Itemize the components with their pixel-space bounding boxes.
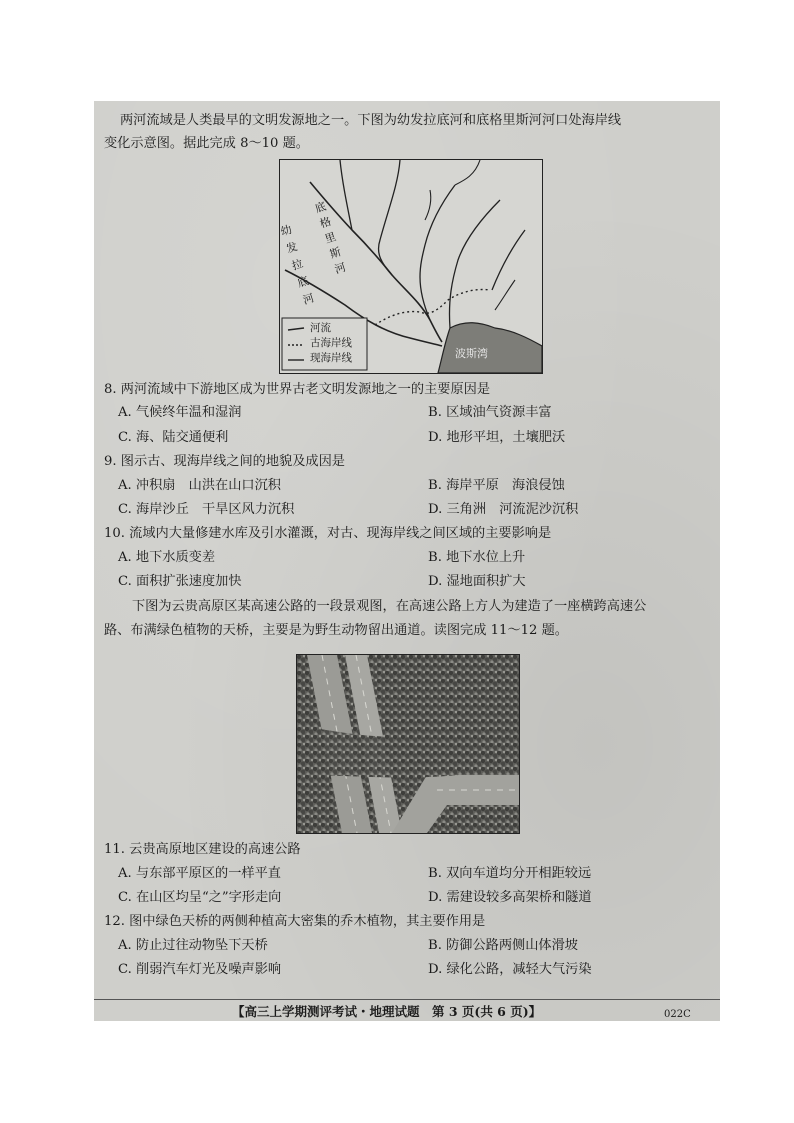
q10-stem: 10. 流域内大量修建水库及引水灌溉，对古、现海岸线之间区域的主要影响是 bbox=[104, 526, 552, 541]
legend-river: 河流 bbox=[310, 322, 331, 334]
q12-option-a: A. 防止过往动物坠下天桥 bbox=[118, 938, 268, 953]
q8-option-b: B. 区域油气资源丰富 bbox=[428, 405, 552, 420]
coastline-map bbox=[279, 159, 543, 374]
page-footer bbox=[94, 999, 720, 1021]
q10-option-b: B. 地下水位上升 bbox=[428, 550, 526, 565]
q10-option-d: D. 湿地面积扩大 bbox=[428, 574, 526, 589]
footer-code: 022C bbox=[664, 1009, 691, 1020]
intro-text-2b: 路、布满绿色植物的天桥，主要是为野生动物留出通道。读图完成 11～12 题。 bbox=[104, 623, 568, 638]
q9-option-a: A. 冲积扇 山洪在山口沉积 bbox=[118, 478, 281, 493]
q8-stem: 8. 两河流域中下游地区成为世界古老文明发源地之一的主要原因是 bbox=[104, 382, 491, 397]
q12-option-d: D. 绿化公路，减轻大气污染 bbox=[428, 962, 592, 977]
legend-ancient-coast: 古海岸线 bbox=[310, 337, 352, 349]
q11-option-a: A. 与东部平原区的一样平直 bbox=[118, 866, 281, 881]
highway-photo-drawing bbox=[297, 655, 519, 833]
q12-option-c: C. 削弱汽车灯光及噪声影响 bbox=[118, 962, 282, 977]
q12-stem: 12. 图中绿色天桥的两侧种植高大密集的乔木植物，其主要作用是 bbox=[104, 914, 486, 929]
q8-option-c: C. 海、陆交通便利 bbox=[118, 430, 229, 445]
q8-option-a: A. 气候终年温和湿润 bbox=[118, 405, 242, 420]
intro-text-1: 两河流域是人类最早的文明发源地之一。下图为幼发拉底河和底格里斯河河口处海岸线 bbox=[120, 113, 622, 128]
map-legend bbox=[310, 321, 352, 366]
q11-option-d: D. 需建设较多高架桥和隧道 bbox=[428, 890, 592, 905]
tigris-label: 底格里斯河 bbox=[313, 199, 348, 277]
intro-text-1b: 变化示意图。据此完成 8～10 题。 bbox=[104, 136, 309, 151]
q8-option-d: D. 地形平坦，土壤肥沃 bbox=[428, 430, 566, 445]
exam-page bbox=[94, 101, 720, 1021]
highway-overpass-photo bbox=[296, 654, 520, 834]
q9-stem: 9. 图示古、现海岸线之间的地貌及成因是 bbox=[104, 454, 345, 469]
footer-title: 【高三上学期测评考试・地理试题 第 3 页(共 6 页)】 bbox=[232, 1004, 542, 1019]
q10-option-c: C. 面积扩张速度加快 bbox=[118, 574, 242, 589]
legend-modern-coast: 现海岸线 bbox=[310, 352, 352, 364]
q9-option-c: C. 海岸沙丘 干旱区风力沉积 bbox=[118, 502, 295, 517]
q10-option-a: A. 地下水质变差 bbox=[118, 550, 216, 565]
q9-option-d: D. 三角洲 河流泥沙沉积 bbox=[428, 502, 579, 517]
q12-option-b: B. 防御公路两侧山体滑坡 bbox=[428, 938, 578, 953]
q11-option-c: C. 在山区均呈“之”字形走向 bbox=[118, 890, 282, 905]
euphrates-label: 幼发拉底河 bbox=[279, 222, 316, 308]
persian-gulf-label: 波斯湾 bbox=[455, 347, 488, 360]
q9-option-b: B. 海岸平原 海浪侵蚀 bbox=[428, 478, 565, 493]
intro-text-2: 下图为云贵高原区某高速公路的一段景观图，在高速公路上方人为建造了一座横跨高速公 bbox=[132, 599, 647, 614]
q11-stem: 11. 云贵高原地区建设的高速公路 bbox=[104, 842, 301, 857]
q11-option-b: B. 双向车道均分开相距较远 bbox=[428, 866, 592, 881]
